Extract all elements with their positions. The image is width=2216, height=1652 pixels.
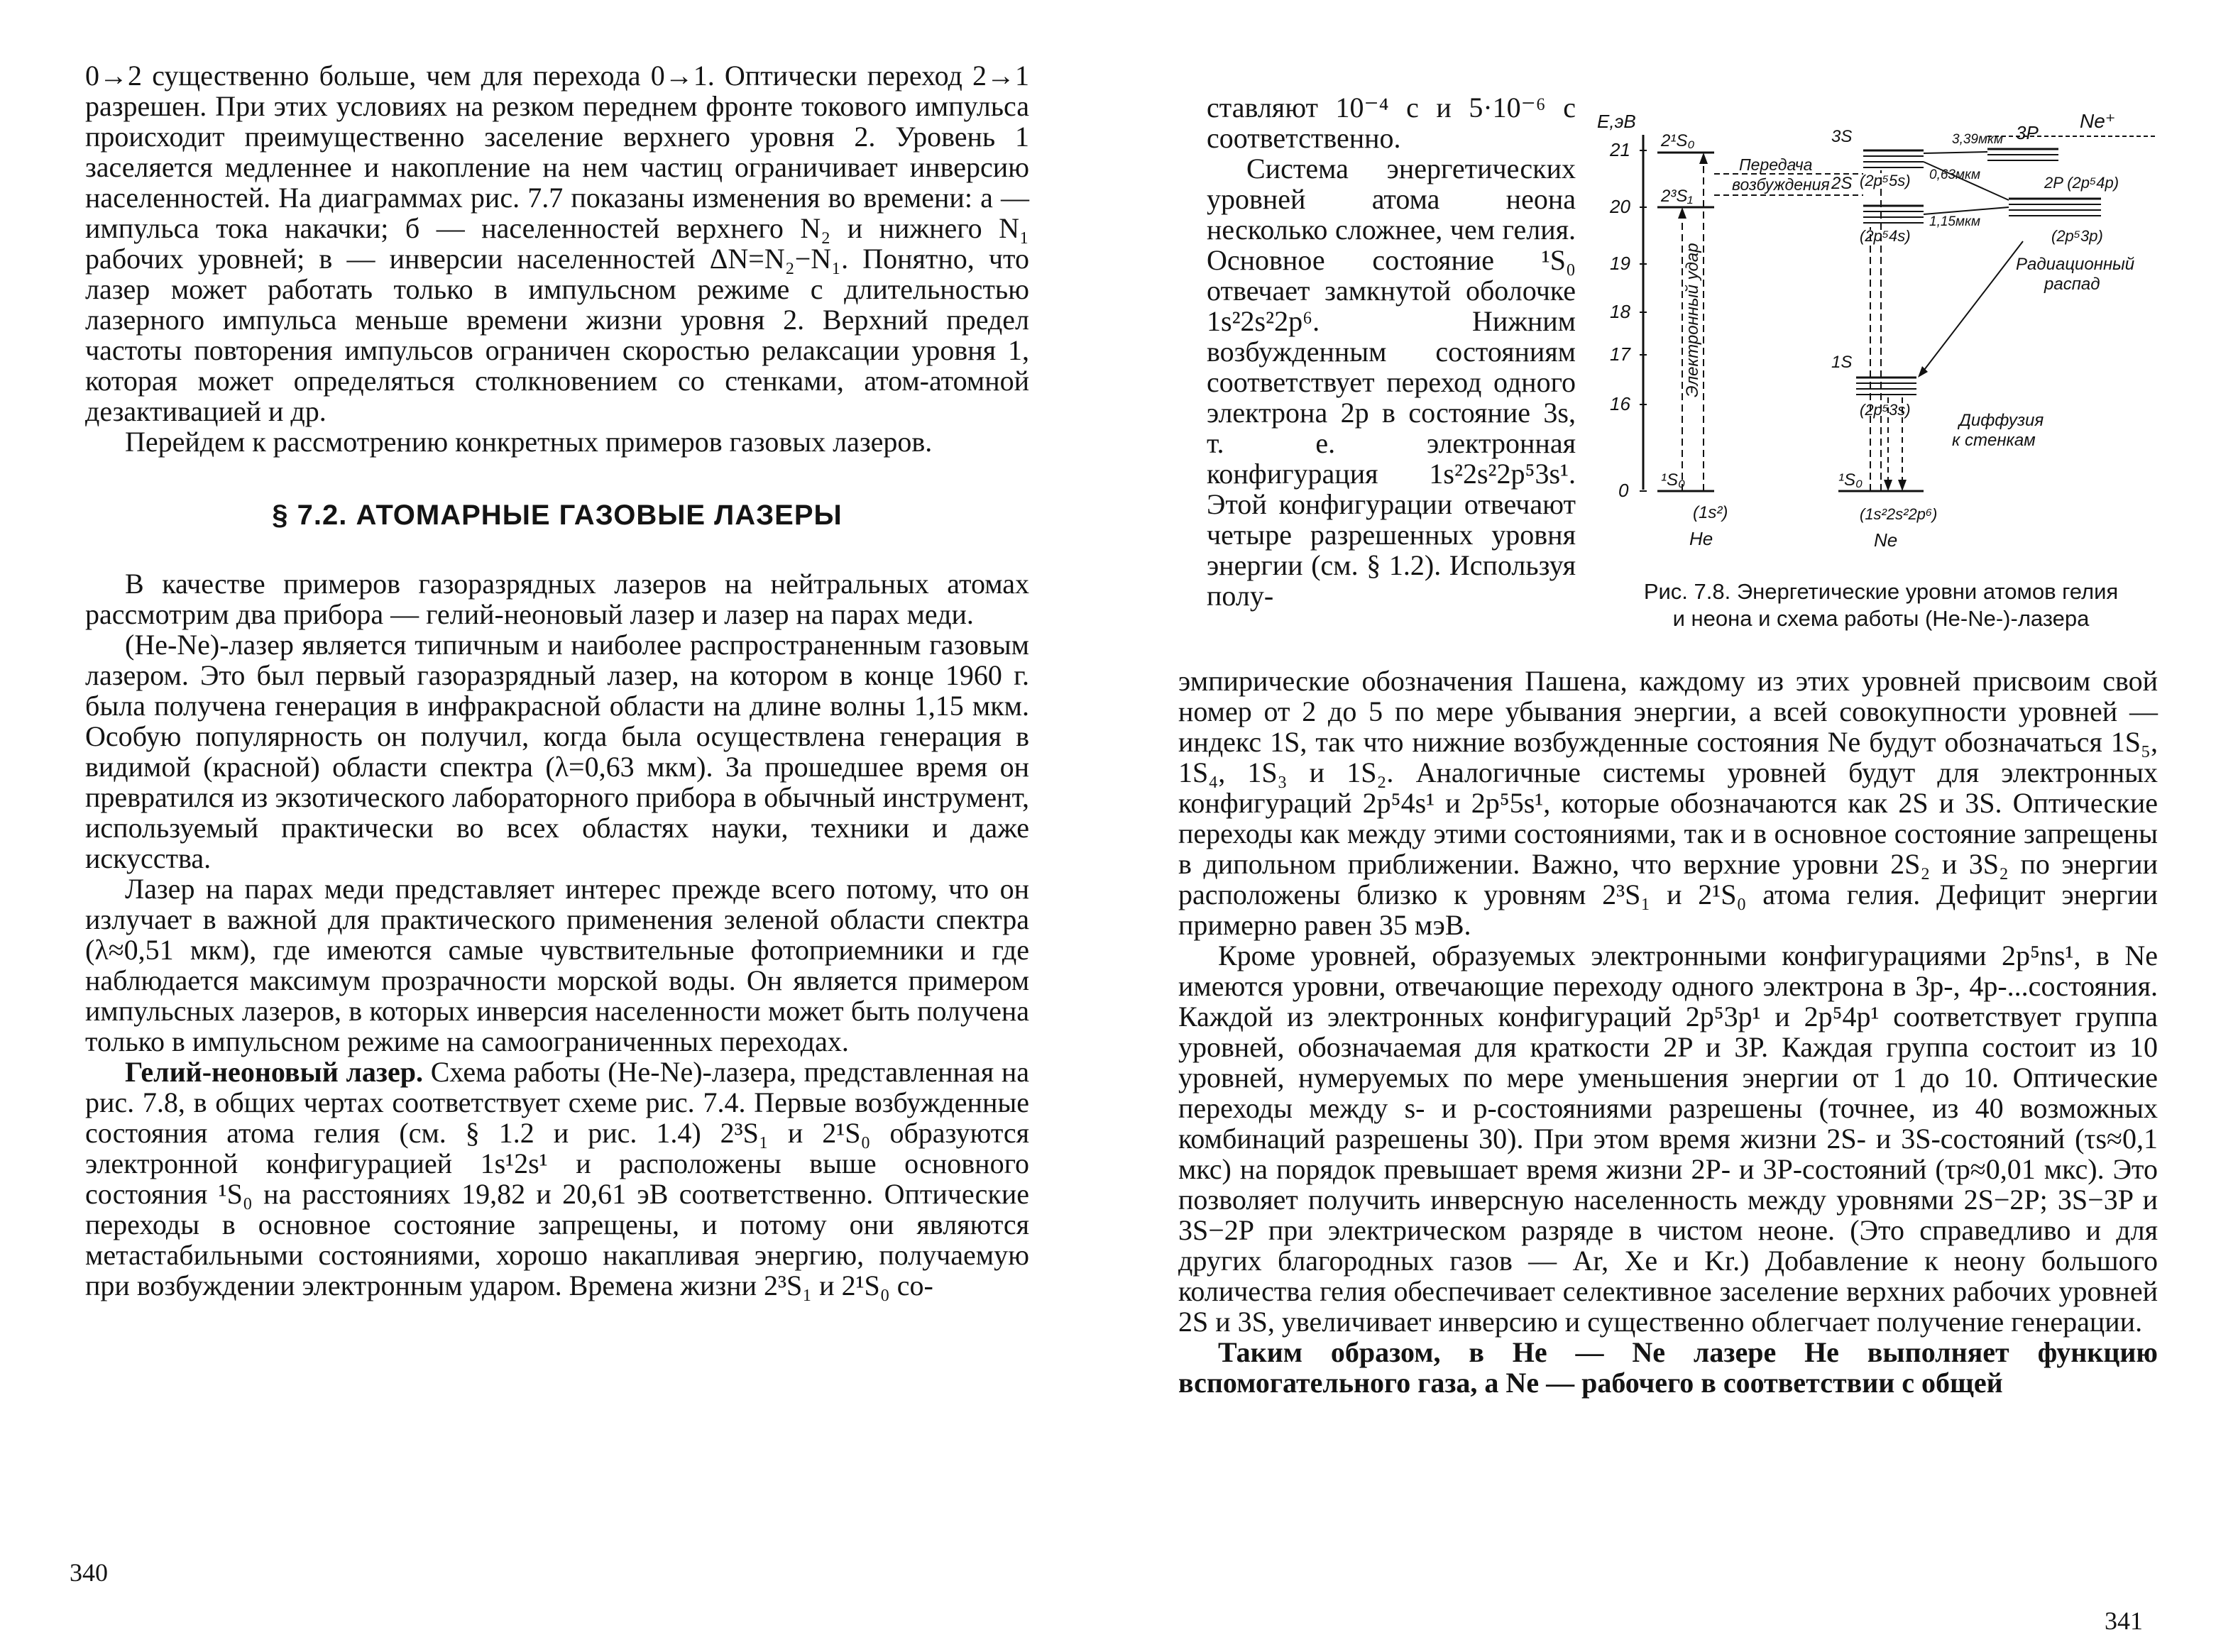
wavelength-label: 1,15мкм xyxy=(1929,214,1981,229)
he-label: He xyxy=(1689,528,1713,549)
he-config: (1s²) xyxy=(1693,503,1728,522)
page-number: 340 xyxy=(70,1558,108,1587)
paragraph: Система энергетических уровней атома неона несколько сложнее, чем гелия. Основное состояние ¹S₀ отвечает замкнутой оболочке 1s²2s²2p⁶. Нижним возбужденным состояниям соответствует переход одного электрона 2p в состояние 3s, т. е. электронная конфигурация 1s²2s²2p⁵3s¹. Этой конфигурации отвечают четыре разрешенных уровня энергии (см. § 1.2). Используя полу- xyxy=(1207,153,1576,612)
section-heading: § 7.2. АТОМАРНЫЕ ГАЗОВЫЕ ЛАЗЕРЫ xyxy=(272,500,843,531)
group-label: 2P (2p⁵4p) xyxy=(2044,174,2119,192)
group-label: 1S xyxy=(1831,353,1853,372)
ne-label: Ne xyxy=(1874,529,1898,551)
transfer-label: возбуждения xyxy=(1732,175,1830,194)
page-number: 341 xyxy=(2105,1607,2143,1635)
group-label: 2S xyxy=(1831,174,1853,193)
wavelength-label: 0,63мкм xyxy=(1929,167,1981,182)
paragraph: Лазер на парах меди представляет интерес прежде всего потому, что он излучает в важной для практического применения зеленой области спектра (λ≈0,51 мкм), где имеются самые чувствительные фотоприемники и где наблюдается максимум прозрачности морской воды. Он является примером импульсных лазеров, в которых инверсия населенности может быть получена только в импульсном режиме на самоограниченных переходах. xyxy=(85,873,1029,1057)
ne-levels xyxy=(1831,122,2119,551)
he-level-label: 2³S₁ xyxy=(1661,187,1693,206)
tick-label: 18 xyxy=(1610,301,1630,322)
axis-label: Е,эВ xyxy=(1597,111,1636,132)
diffusion-label: к стенкам xyxy=(1952,431,2036,450)
right-upper-column xyxy=(1207,92,1576,611)
config-label: (2p⁵3p) xyxy=(2051,227,2103,245)
radiative-label: Радиационный xyxy=(2016,255,2135,274)
tick-label: 0 xyxy=(1618,480,1629,501)
paragraph: Таким образом, в He — Ne лазере He выполняет функцию вспомогательного газа, а Ne — рабочего в соответствии с общей xyxy=(1178,1336,2158,1399)
axis-ticks xyxy=(1609,139,1647,501)
ne-ground-label: ¹S₀ xyxy=(1838,470,1863,490)
he-level-label: 2¹S₀ xyxy=(1661,131,1695,150)
transfer-label: Передача xyxy=(1739,155,1813,174)
radiative-label: распад xyxy=(2044,275,2100,294)
paragraph: (He-Ne)-лазер является типичным и наиболее распространенным газовым лазером. Это был первый газоразрядный лазер, на котором в конце 1960 г. была получена генерация в инфракрасной области на длине волны 1,15 мкм. Особую популярность он получил, когда была осуществлена генерация в видимой (красной) области спектра (λ=0,63 мкм). За прошедшее время он превратился из экзотического лабораторного прибора в обычный инструмент, используемый практически во всех областях науки, техники и даже искусства. xyxy=(85,629,1029,874)
wavelength-label: 3,39мкм xyxy=(1952,132,2004,147)
paragraph xyxy=(85,1057,1029,1301)
paragraph: 0→2 существенно больше, чем для перехода 0→1. Оптически переход 2→1 разрешен. При этих условиях на резком переднем фронте токового импульса происходит преимущественно заселение верхнего уровня 2. Уровень 1 заселяется медленнее и накопление на нем частиц ограничивает инверсию населенностей. На диаграммах рис. 7.7 показаны изменения во времени: а — импульса тока накачки; б — населенностей верхнего N₂ и нижнего N₁ рабочих уровней; в — инверсии населенностей ΔN=N₂−N₁. Понятно, что лазер может работать только в импульсном режиме с длительностью лазерного импульса меньше времени жизни уровня 2. Верхний предел частоты повторения импульсов ограничен скоростью релаксации уровня 1, которая может определяться столкновением со стенками, атом-атомной дезактивацией и др. xyxy=(85,60,1029,427)
group-label: 3P xyxy=(2016,122,2039,143)
impact-label: Электронный удар xyxy=(1683,243,1702,397)
left-text-column xyxy=(85,60,1029,1301)
group-label: 3S xyxy=(1831,127,1853,146)
tick-label: 20 xyxy=(1610,196,1630,217)
caption-line: и неона и схема работы (He-Ne-)-лазера xyxy=(1672,606,2090,631)
radiative-decay xyxy=(1918,241,2134,378)
paragraph: ставляют 10⁻⁴ с и 5·10⁻⁶ с соответственно. xyxy=(1207,92,1576,154)
laser-transitions xyxy=(1924,132,2009,229)
paragraph: эмпирические обозначения Пашена, каждому из этих уровней присвоим свой номер от 2 до 5 по мере убывания энергии, а всей совокупности уровней — индекс 1S, так что нижние возбужденные состояния Ne будут обозначаться 1S₅, 1S₄, 1S₃ и 1S₂. Аналогичные системы уровней будут для электронных конфигураций 2p⁵4s¹ и 2p⁵5s¹, которые обозначаются как 2S и 3S. Оптические переходы как между этими состояниями, так и в основное состояние запрещены в дипольном приближении. Важно, что верхние уровни 2S₂ и 3S₂ по энергии расположены близко к уровням 2³S₁ и 2¹S₀ атома гелия. Дефицит энергии примерно равен 35 мэВ. xyxy=(1178,665,2158,941)
paragraph-body: Схема работы (He-Ne)-лазера, представленная на рис. 7.8, в общих чертах соответствует схеме рис. 7.4. Первые возбужденные состояния атома гелия (см. § 1.2 и рис. 1.4) 2³S₁ и 2¹S₀ образуются электронной конфигурацией 1s¹2s¹ и расположены выше основного состояния ¹S₀ на расстояниях 19,82 и 20,61 эВ соответственно. Оптические переходы в основное состояние запрещены, и потому они являются метастабильными состояниями, хорошо накапливая энергию, получаемую при возбуждении электронным ударом. Времена жизни 2³S₁ и 2¹S₀ со- xyxy=(85,1056,1029,1301)
paragraph: Кроме уровней, образуемых электронными конфигурациями 2p⁵ns¹, в Ne имеются уровни, отвечающие переходу одного электрона в 3p-, 4p-...состояния. Каждой из электронных конфигураций 2p⁵3p¹ и 2p⁵4p¹ соответствует группа уровней, обозначаемая для краткости 2P и 3P. Каждая группа состоит из 10 уровней, нумеруемых по мере уменьшения энергии от 1 до 10. Оптические переходы между s- и p-состояниями разрешены (точнее, из 40 возможных комбинаций разрешены 30). При этом время жизни 2S- и 3S-состояний (τs≈0,1 мкс) на порядок превышает время жизни 2P- и 3P-состояний (τp≈0,01 мкс). Это позволяет получить инверсную населенность между уровнями 2S−2P; 3S−3P и 3S−2P при электрическом разряде в чистом неоне. (Это справедливо и для других благородных газов — Ar, Xe и Kr.) Добавление к неону большого количества гелия обеспечивает селективное заселение верхних рабочих уровней 2S и 3S, увеличивает инверсию и существенно облегчает получение генерации. xyxy=(1178,940,2158,1338)
diffusion-label: Диффузия xyxy=(1959,411,2044,430)
he-level-label: ¹S₀ xyxy=(1661,470,1686,490)
config-label: (2p⁵5s) xyxy=(1860,172,1911,189)
paragraph: Перейдем к рассмотрению конкретных примеров газовых лазеров. xyxy=(125,426,933,458)
left-page xyxy=(0,0,1107,1652)
tick-label: 21 xyxy=(1610,139,1630,160)
figure-energy-levels xyxy=(1590,99,2172,660)
right-text-column xyxy=(1178,666,2158,1398)
tick-label: 16 xyxy=(1610,393,1630,414)
tick-label: 17 xyxy=(1610,343,1630,365)
figure-caption xyxy=(1590,578,2172,632)
ne-ion-label: Ne⁺ xyxy=(2080,110,2116,132)
run-in-heading: Гелий-неоновый лазер. xyxy=(125,1056,423,1088)
energy-level-diagram xyxy=(1590,99,2172,575)
config-label: (2p⁵3s) xyxy=(1860,401,1911,419)
tick-label: 19 xyxy=(1610,253,1630,274)
ne-excitation-lines xyxy=(1870,170,1881,491)
caption-line: Рис. 7.8. Энергетические уровни атомов гелия xyxy=(1643,579,2119,604)
paragraph: В качестве примеров газоразрядных лазеров на нейтральных атомах рассмотрим два прибора — гелий-неоновый лазер и лазер на парах меди. xyxy=(85,568,1029,630)
config-label: (2p⁵4s) xyxy=(1860,227,1911,245)
ne-config: (1s²2s²2p⁶) xyxy=(1860,505,1938,523)
